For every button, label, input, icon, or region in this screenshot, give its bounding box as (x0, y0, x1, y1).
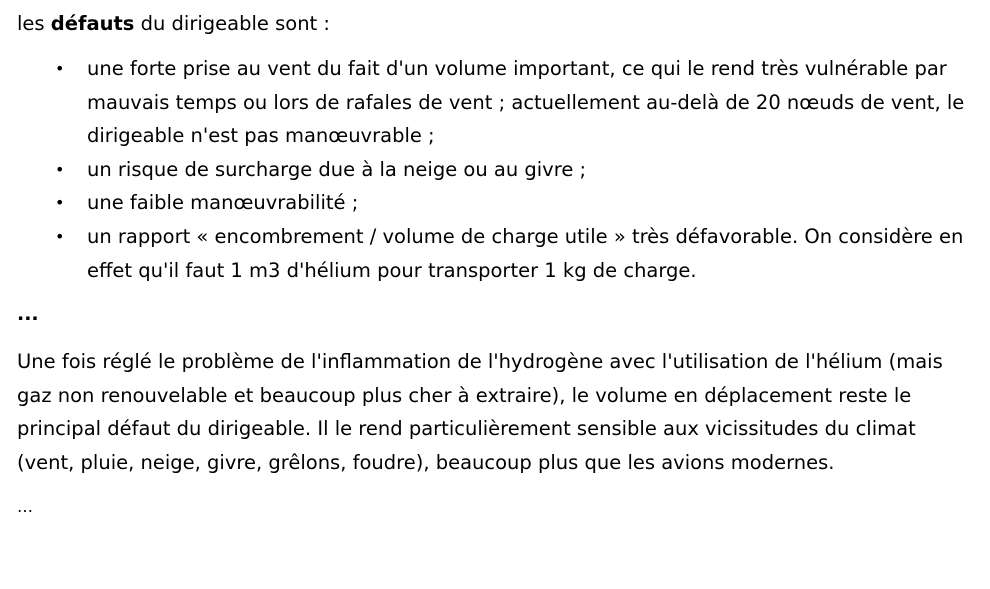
list-item-text: un rapport « encombrement / volume de charge utile » très défavorable. On considère en effet qu'il faut 1 m3 d'hélium pour transporter 1 kg de charge. (87, 224, 964, 282)
list-item (17, 52, 977, 153)
list-item (17, 153, 977, 187)
bullet-icon: • (55, 193, 65, 213)
list-item-text: un risque de surcharge due à la neige ou au givre ; (87, 157, 587, 181)
list-item (17, 186, 977, 220)
bullet-icon: • (55, 59, 65, 78)
intro-line (17, 8, 977, 40)
document-page (17, 8, 977, 520)
intro-prefix: les (17, 12, 51, 35)
bullet-icon: • (55, 226, 65, 246)
list-item (17, 220, 977, 287)
intro-bold-word: défauts (50, 12, 135, 35)
body-paragraph: Une fois réglé le problème de l'inflammation de l'hydrogène avec l'utilisation de l'hélium (mais gaz non renouvelable et beaucoup plus cher à extraire), le volume en déplacement reste le principal défaut du dirigeable. Il le rend particulièrement sensible aux vicissitudes du climat (vent, pluie, neige, givre, grêlons, foudre), beaucoup plus que les avions modernes. (17, 350, 943, 474)
list-item-text: une forte prise au vent du fait d'un volume important, ce qui le rend très vulnérable par mauvais temps ou lors de rafales de vent ; actuellement au-delà de 20 nœuds de vent, le dirigeable n'est pas manœuvrable ; (87, 57, 965, 148)
intro-suffix: du dirigeable sont : (134, 12, 330, 35)
defects-list (17, 52, 977, 287)
ellipsis-separator: ... (17, 303, 39, 326)
bullet-icon: • (55, 159, 65, 179)
ellipsis-trailing: … (17, 496, 33, 516)
list-item-text: une faible manœuvrabilité ; (87, 191, 359, 215)
